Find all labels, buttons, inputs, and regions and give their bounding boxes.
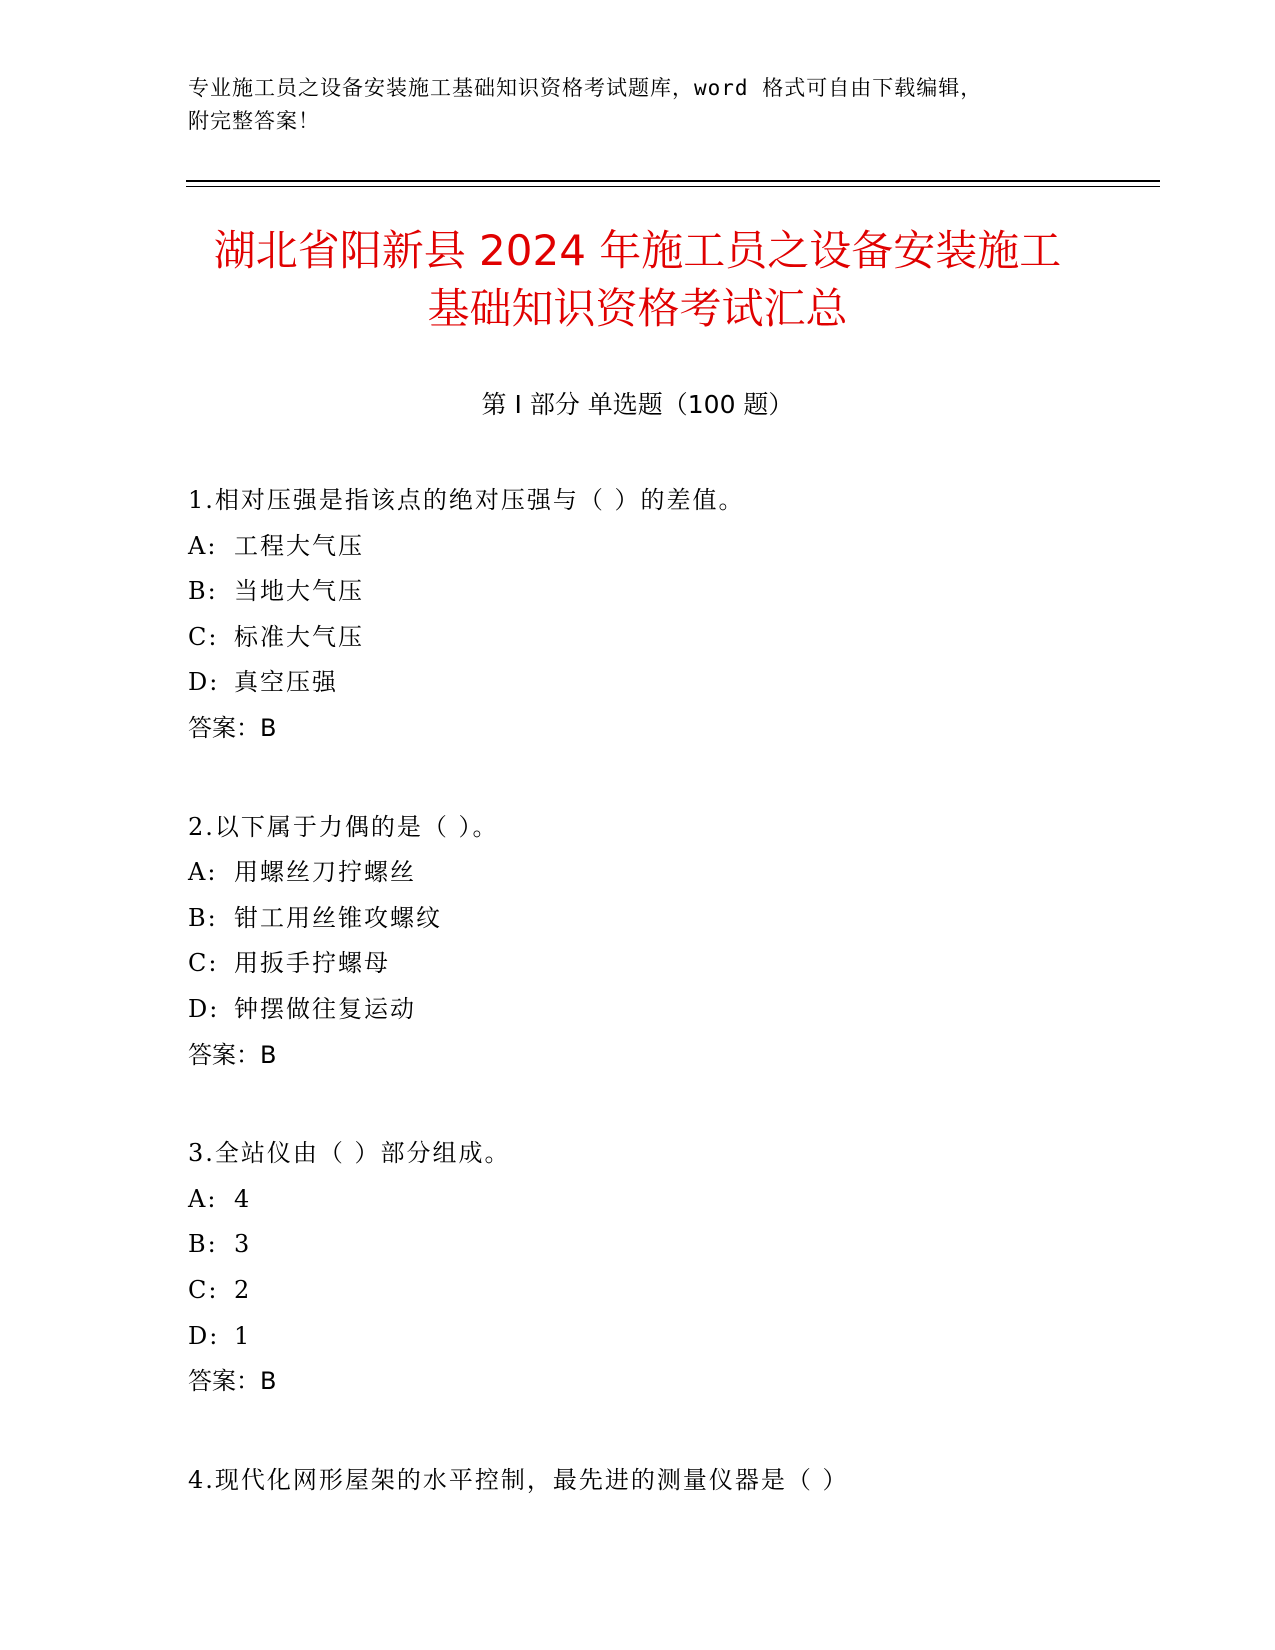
question-stem: 3.全站仪由（ ）部分组成。	[188, 1139, 511, 1168]
header-note-line1: 专业施工员之设备安装施工基础知识资格考试题库，word 格式可自由下载编辑，	[188, 76, 983, 100]
answer-line	[188, 1359, 1148, 1405]
header-divider-thick	[186, 180, 1160, 182]
option-key: A:	[188, 531, 218, 560]
option-c	[188, 615, 1148, 661]
option-text: 标准大气压	[234, 622, 364, 651]
option-d	[188, 987, 1148, 1033]
option-key: B:	[188, 577, 218, 606]
answer-line	[188, 706, 1148, 752]
option-key: A:	[188, 858, 218, 887]
option-key: B:	[188, 903, 218, 932]
option-text: 用螺丝刀拧螺丝	[234, 858, 416, 887]
option-b	[188, 569, 1148, 615]
document-title-line1: 湖北省阳新县 2024 年施工员之设备安装施工	[213, 226, 1062, 275]
option-key: C:	[188, 1275, 219, 1304]
answer-value: B	[260, 1040, 277, 1069]
option-d	[188, 660, 1148, 706]
option-c	[188, 941, 1148, 987]
header-divider-thin	[186, 186, 1160, 187]
document-title	[140, 222, 1135, 338]
option-a	[188, 524, 1148, 570]
option-d	[188, 1314, 1148, 1360]
question-stem: 2.以下属于力偶的是（ ）。	[188, 812, 499, 841]
document-title-line2: 基础知识资格考试汇总	[427, 284, 848, 333]
option-text: 钳工用丝锥攻螺纹	[234, 903, 442, 932]
question-3	[188, 1131, 1148, 1405]
answer-value: B	[260, 713, 277, 742]
header-note	[188, 72, 1088, 138]
question-4	[188, 1458, 1148, 1504]
question-2	[188, 805, 1148, 1079]
question-stem: 4.现代化网形屋架的水平控制，最先进的测量仪器是（ ）	[188, 1465, 849, 1494]
option-key: D:	[188, 668, 220, 697]
option-a	[188, 1177, 1148, 1223]
option-c	[188, 1268, 1148, 1314]
option-text: 工程大气压	[234, 531, 364, 560]
option-text: 钟摆做往复运动	[234, 994, 416, 1023]
answer-line	[188, 1033, 1148, 1079]
answer-value: B	[260, 1367, 277, 1396]
option-text: 当地大气压	[234, 577, 364, 606]
question-stem: 1.相对压强是指该点的绝对压强与（ ）的差值。	[188, 486, 745, 514]
option-key: A:	[188, 1184, 218, 1213]
option-a	[188, 850, 1148, 896]
header-note-line2: 附完整答案！	[188, 109, 320, 133]
option-key: D:	[188, 1321, 220, 1350]
section-heading: 第 I 部分 单选题（100 题）	[481, 390, 794, 419]
option-text: 1	[234, 1321, 252, 1350]
option-text: 4	[234, 1184, 252, 1213]
option-key: C:	[188, 949, 219, 978]
option-text: 真空压强	[234, 668, 338, 697]
option-key: D:	[188, 994, 220, 1023]
answer-label: 答案：	[188, 1040, 260, 1069]
option-text: 3	[234, 1230, 252, 1259]
option-key: C:	[188, 622, 219, 651]
answer-label: 答案：	[188, 713, 260, 742]
option-key: B:	[188, 1230, 218, 1259]
question-list	[188, 478, 1148, 1556]
answer-label: 答案：	[188, 1367, 260, 1396]
question-1	[188, 478, 1148, 752]
option-b	[188, 1222, 1148, 1268]
option-text: 用扳手拧螺母	[234, 949, 390, 978]
option-b	[188, 896, 1148, 942]
option-text: 2	[234, 1275, 252, 1304]
